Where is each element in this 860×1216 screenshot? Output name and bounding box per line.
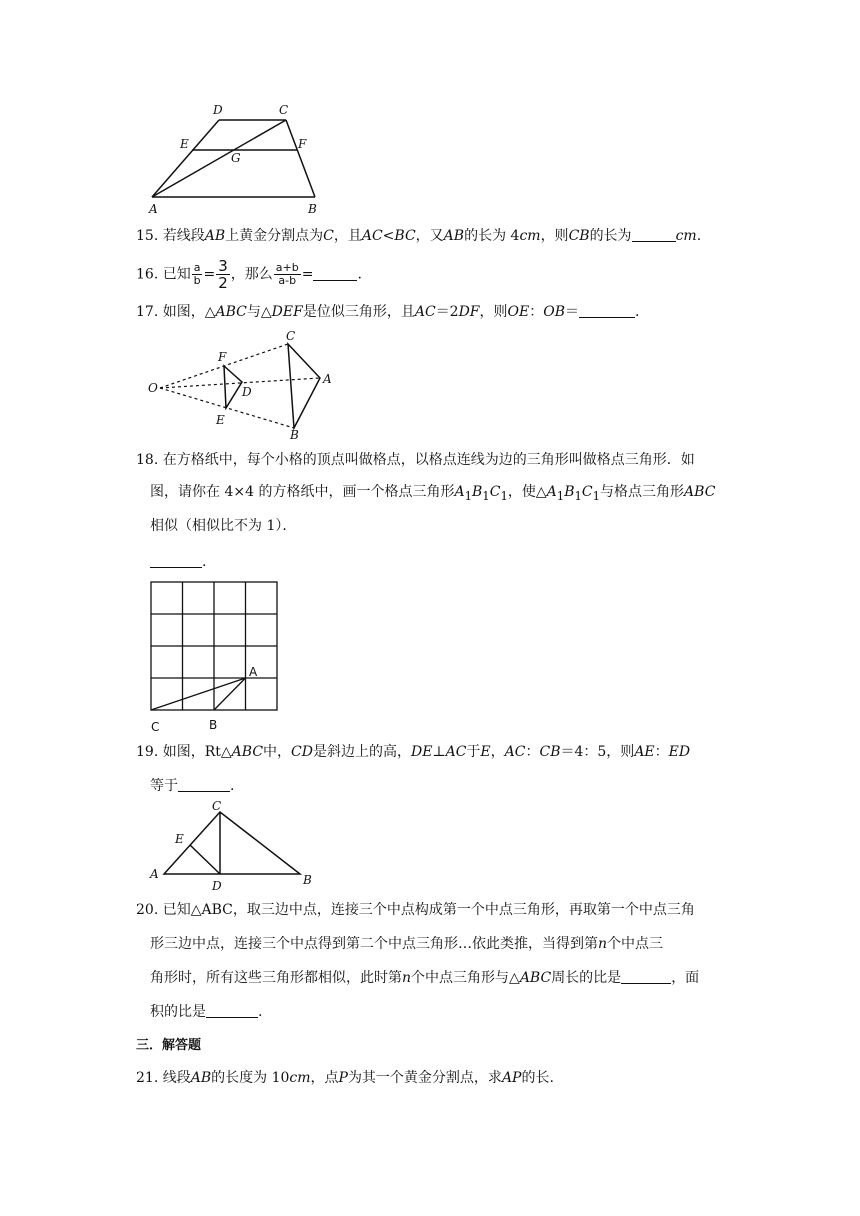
question-20-line-1: 20. 已知△ABC，取三边中点，连接三个中点构成第一个中点三角形，再取第一个中点三角: [136, 902, 695, 918]
question-number: 16.: [136, 266, 159, 283]
question-18-line-1: 18. 在方格纸中，每个小格的顶点叫做格点，以格点连线为边的三角形叫做格点三角形．如: [136, 452, 695, 468]
label-c: C: [151, 720, 160, 734]
question-21: 21. 线段AB的长度为 10cm，点P为其一个黄金分割点，求AP的长.: [136, 1070, 554, 1086]
question-20-line-2: 形三边中点，连接三个中点得到第二个中点三角形…依此类推，当得到第n个中点三: [150, 936, 664, 952]
fraction-3-over-2: $\frac{3}{2}$: [218, 257, 228, 292]
label-d: D: [213, 103, 223, 117]
answer-blank[interactable]: [632, 227, 676, 242]
label-a: A: [149, 202, 158, 216]
question-20-line-4: 积的比是 .: [150, 1004, 263, 1020]
answer-blank[interactable]: [621, 969, 671, 984]
question-18-line-2: 图，请你在 4×4 的方格纸中，画一个格点三角形$A_1B_1C_1$，使$\triangle A_1B_1C_1$与格点三角形ABC: [150, 484, 716, 503]
answer-blank[interactable]: [206, 1003, 258, 1018]
label-e: E: [216, 413, 225, 427]
answer-blank[interactable]: [178, 777, 230, 792]
question-18-line-3: 相似（相似比不为 1）．: [150, 518, 297, 534]
label-a: A: [150, 867, 159, 881]
question-15: 15. 若线段AB上黄金分割点为C，且AC<BC，又AB的长为 4cm，则CB的长为 cm.: [136, 228, 702, 244]
question-number: 19.: [136, 744, 159, 760]
label-b: B: [308, 202, 317, 216]
trapezoid-figure: [140, 100, 340, 220]
label-a: A: [249, 665, 258, 679]
label-e: E: [175, 832, 184, 846]
label-g: G: [231, 151, 241, 165]
label-b: B: [209, 718, 218, 732]
label-d: D: [242, 385, 252, 399]
right-triangle-figure: [144, 798, 324, 892]
question-16: 16. 已知 $\frac{a}{b}$ = $\frac{3}{2}$ ，那么 $\frac{a+b}{a-b}$ = .: [136, 257, 362, 292]
fraction-sum-over-diff: $\frac{a+b}{a-b}$: [275, 261, 299, 287]
answer-blank[interactable]: [150, 553, 202, 568]
answer-blank[interactable]: [579, 303, 635, 318]
question-18-answer: .: [150, 552, 206, 572]
label-b: B: [290, 428, 299, 440]
label-a: A: [323, 372, 332, 386]
grid-figure: [146, 578, 286, 738]
question-20-line-3: 角形时，所有这些三角形都相似，此时第n个中点三角形与△ABC周长的比是 ，面: [150, 970, 700, 986]
label-f: F: [218, 350, 227, 364]
question-number: 15.: [136, 228, 159, 244]
label-c: C: [212, 799, 222, 813]
label-c: C: [286, 329, 296, 343]
label-b: B: [303, 873, 312, 887]
question-number: 17.: [136, 304, 159, 320]
label-e: E: [180, 137, 189, 151]
question-number: 21.: [136, 1070, 159, 1086]
question-19-line-1: 19. 如图，Rt△ABC中，CD是斜边上的高，DE⊥AC于E，AC：CB＝4：5，则AE：ED: [136, 744, 691, 760]
question-number: 20.: [136, 902, 159, 918]
fraction-a-over-b: $\frac{a}{b}$: [193, 261, 201, 287]
homothety-figure: [140, 328, 340, 440]
question-17: 17. 如图，△ABC与△DEF是位似三角形，且AC＝2DF，则OE：OB＝ .: [136, 304, 640, 320]
label-c: C: [279, 103, 289, 117]
label-o: O: [148, 381, 158, 395]
label-d: D: [212, 879, 222, 892]
label-f: F: [298, 137, 307, 151]
answer-blank[interactable]: [313, 266, 357, 281]
question-19-line-2: 等于 .: [150, 778, 235, 794]
section-heading: 三．解答题: [136, 1038, 202, 1053]
question-number: 18.: [136, 452, 159, 468]
